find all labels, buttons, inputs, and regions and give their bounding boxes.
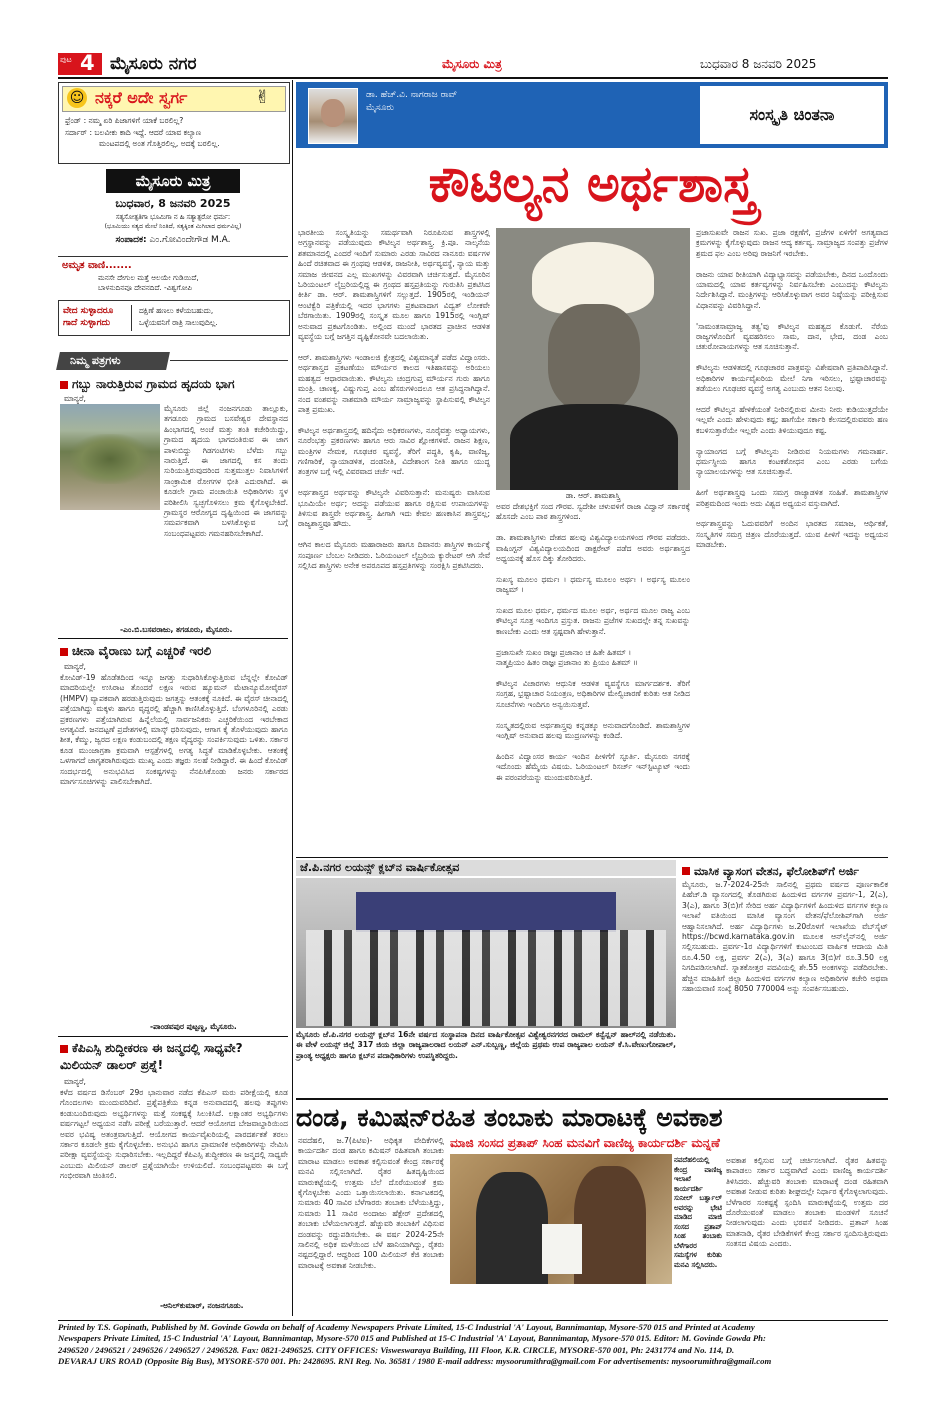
amrutha-line-1: ಮನಸೇ ದೇಗುಲ ಮತ್ತೆ ಆಲಯೇ ಗುಡಿಯಿದೆ, (98, 273, 199, 282)
paper-logo (106, 169, 240, 193)
feature-bottom-rule (296, 857, 888, 858)
veda-box (58, 300, 290, 336)
tobacco-col1: ನವದೆಹಲಿ, ಜ.7(ಪಿಟಿಐ)- ಅಧಿಕೃತ ವೇದಿಕೆಗಳಲ್ಲಿ ಕಾರ್ಯದರ್ಶಿ ದಂಡ ಹಾಗೂ ಕಮಿಷನ್ ರಹಿತವಾಗಿ ತಂಬಾಕು ಮಾರಾಟ ಮಾಡಲು ಅವಕಾಶ ಕಲ್ಪಿಸುವಂತೆ ಕೇಂದ್ರ ಸರ್ಕಾರಕ್ಕೆ ಮನವಿ ಸಲ್ಲಿಸಲಾಗಿದೆ. ರೈತರ ಹಿತದೃಷ್ಟಿಯಿಂದ ಮಾರುಕಟ್ಟೆಯಲ್ಲಿ ಉತ್ತಮ ಬೆಲೆ ದೊರೆಯುವಂತೆ ಕ್ರಮ ಕೈಗೊಳ್ಳಬೇಕು ಎಂದು ಒತ್ತಾಯಿಸಲಾಯಿತು. ಕರ್ನಾಟಕದಲ್ಲಿ ಸುಮಾರು 40 ಸಾವಿರ ಬೆಳೆಗಾರರು ತಂಬಾಕು ಬೆಳೆಯುತ್ತಿದ್ದು, ಸುಮಾರು 11 ಸಾವಿರ ಅಂದಾಜು ಹೆಕ್ಟೇರ್ ಪ್ರದೇಶದಲ್ಲಿ ತಂಬಾಕು ಬೆಳೆಯಲಾಗುತ್ತದೆ. ಹೆಚ್ಚುವರಿ ತಂಬಾಕಿಗೆ ವಿಧಿಸುವ ದಂಡವನ್ನು ರದ್ದುಪಡಿಸಬೇಕು. ಈ ವರ್ಷ 2024-25ನೇ ಸಾಲಿನಲ್ಲಿ ಅಧಿಕ ಮಳೆಯಿಂದ ಬೆಳೆ ಹಾನಿಯಾಗಿದ್ದು, ರೈತರು ನಷ್ಟದಲ್ಲಿದ್ದಾರೆ. ಆದ್ದರಿಂದ 100 ಮಿಲಿಯನ್ ಕೆಜಿ ತಂಬಾಕು ಮಾರಾಟಕ್ಕೆ ಅವಕಾಶ ನೀಡಬೇಕು. (298, 1136, 444, 1270)
humor-title: ನಕ್ಕರೆ ಅದೇ ಸ್ವರ್ಗ (95, 88, 188, 107)
editor-label: ಸಂಪಾದಕ: (115, 235, 147, 245)
bullet-square-icon (60, 381, 68, 389)
cartoon-figure-icon: ✌ (255, 87, 271, 108)
coat-shape (510, 404, 678, 490)
paper-logo-text: ಮೈಸೂರು ಮಿತ್ರ (135, 172, 211, 190)
laughing-face-icon: ☺ (67, 88, 87, 108)
bullet-square-icon (60, 1045, 68, 1053)
author-city: ಮೈಸೂರು (366, 103, 394, 113)
person-row (306, 930, 666, 1026)
letter2-title (60, 643, 288, 660)
face-shape (548, 304, 640, 412)
veda-line-1: ದಕ್ಷಿಣೆ ಹಣಲು ಕಳೆಯಬಹುದು, (139, 306, 214, 315)
photo-caption: ಡಾ. ಆರ್. ಶಾಮಶಾಸ್ತ್ರಿ (565, 491, 621, 500)
footer-line-4: DEVARAJ URS ROAD (Opposite Big Bus), MYSORE-570 001. Ph: 2428695. RNI Reg. No. 36581 / 1980 E-mail address: mysoorumithra@gmail.com For advertisements: mysoorumithra@gmail.com (58, 1355, 772, 1366)
fellowship-title (682, 860, 888, 879)
paper-info-box (58, 166, 288, 250)
letter1-lead: ಮಾನ್ಯರೆ, (64, 394, 86, 403)
feature-col2: ಅವರ ದೇಶಭಕ್ತಿಗೆ ಸಂದ ಗೌರವ. ಸ್ವದೇಶೀ ಚಳುವಳಿಗೆ ರಾಜಾ ವಿದ್ವಾನ್ ಸರ್ಕಾರಕ್ಕೆ ಹೊಸದೇ ಎಂಬ ಪಾಠ ಶಾಸ್ತ್ರಗಳಿಂದ. ಡಾ. ಶಾಮಶಾಸ್ತ್ರಿಗಳು ದೇಶದ ಹಲವು ವಿಶ್ವವಿದ್ಯಾಲಯಗಳಿಂದ ಗೌರವ ಪಡೆದರು. ವಾಷಿಂಗ್ಟನ್ ವಿಶ್ವವಿದ್ಯಾಲಯದಿಂದ ಡಾಕ್ಟರೇಟ್ ಪಡೆದ ಅವರು ಅರ್ಥಶಾಸ್ತ್ರದ ಅಧ್ಯಯನಕ್ಕೆ ಹೊಸ ದಿಕ್ಕು ತೋರಿದರು. ಸುಖಸ್ಯ ಮೂಲಂ ಧರ್ಮಃ । ಧರ್ಮಸ್ಯ ಮೂಲಂ ಅರ್ಥಃ । ಅರ್ಥಸ್ಯ ಮೂಲಂ ರಾಜ್ಯಮ್ । ಸುಖದ ಮೂಲ ಧರ್ಮ, ಧರ್ಮದ ಮೂಲ ಅರ್ಥ, ಅರ್ಥದ ಮೂಲ ರಾಜ್ಯ ಎಂಬ ಕೌಟಿಲ್ಯನ ಸೂತ್ರ ಇಂದಿಗೂ ಪ್ರಸ್ತುತ. ರಾಜನು ಪ್ರಜೆಗಳ ಸುಖದಲ್ಲೇ ತನ್ನ ಸುಖವನ್ನು ಕಾಣಬೇಕು ಎಂದು ಆತ ಸ್ಪಷ್ಟವಾಗಿ ಹೇಳುತ್ತಾನೆ. ಪ್ರಜಾಸುಖೇ ಸುಖಂ ರಾಜ್ಞಃ ಪ್ರಜಾನಾಂ ಚ ಹಿತೇ ಹಿತಮ್ । ನಾತ್ಮಪ್ರಿಯಂ ಹಿತಂ ರಾಜ್ಞಃ ಪ್ರಜಾನಾಂ ತು ಪ್ರಿಯಂ ಹಿತಮ್ ॥ ಕೌಟಿಲ್ಯನ ವಿಚಾರಗಳು ಆಧುನಿಕ ಆಡಳಿತ ವ್ಯವಸ್ಥೆಗೂ ಮಾರ್ಗದರ್ಶಕ. ತೆರಿಗೆ ಸಂಗ್ರಹ, ಭ್ರಷ್ಟಾಚಾರ ನಿಯಂತ್ರಣ, ಅಧಿಕಾರಿಗಳ ಮೇಲ್ವಿಚಾರಣೆ ಕುರಿತು ಆತ ನೀಡಿದ ಸೂಚನೆಗಳು ಇಂದಿಗೂ ಅನ್ವಯಿಸುತ್ತವೆ. ಸಂಸ್ಕೃತದಲ್ಲಿರುವ ಅರ್ಥಶಾಸ್ತ್ರವು ಕನ್ನಡಕ್ಕೂ ಅನುವಾದಗೊಂಡಿದೆ. ಶಾಮಶಾಸ್ತ್ರಿಗಳ ಇಂಗ್ಲಿಷ್ ಅನುವಾದ ಹಲವು ಮುದ್ರಣಗಳನ್ನು ಕಂಡಿದೆ. ಹಿಂದಿನ ವಿದ್ವಾಂಸರ ಕಾರ್ಯ ಇಂದಿನ ಪೀಳಿಗೆಗೆ ಸ್ಫೂರ್ತಿ. ಮೈಸೂರು ನಗರಕ್ಕೆ ಇದೊಂದು ಹೆಮ್ಮೆಯ ವಿಷಯ. ಓರಿಯಂಟಲ್ ರಿಸರ್ಚ್ ಇನ್‌ಸ್ಟಿಟ್ಯೂಟ್ ಇಂದು ಈ ಪರಂಪರೆಯನ್ನು ಮುಂದುವರಿಸುತ್ತಿದೆ. (496, 502, 690, 782)
memo-paper (542, 1224, 582, 1274)
feature-headline: ಕೌಟಿಲ್ಯನ ಅರ್ಥಶಾಸ್ತ್ರ (428, 155, 756, 213)
tobacco-headline: ದಂಡ, ಕಮಿಷನ್‌ರಹಿತ ತಂಬಾಕು ಮಾರಾಟಕ್ಕೆ ಅವಕಾಶ (296, 1103, 723, 1132)
letter2-title-text: ಚೀನಾ ವೈರಾಣು ಬಗ್ಗೆ ಎಚ್ಚರಿಕೆ ಇರಲಿ (72, 644, 212, 658)
amrutha-title: ಅಮೃತ ವಾಣಿ....... (62, 260, 132, 271)
veda-title: ವೇದ ಸುಳ್ಳಾದರೂ ಗಾದೆ ಸುಳ್ಳಾಗದು (63, 306, 114, 328)
footer-line-3: 2496520 / 2496521 / 2496526 / 2496527 / 2496528. Fax: 0821-2496525. CITY OFFICES: Visweswaraya Building, III Floor, K.R. CIRCLE, MYSORE-570 001, Ph: 2431774 and No. 114, D. (58, 1344, 735, 1355)
humor-title-bar (62, 86, 286, 112)
letter3-title (60, 1040, 288, 1074)
tobacco-subheadline: ಮಾಜಿ ಸಂಸದ ಪ್ರತಾಪ್ ಸಿಂಹ ಮನವಿಗೆ ವಾಣಿಜ್ಯ ಕಾರ್ಯದರ್ಶಿ ಮನ್ನಣೆ (450, 1136, 720, 1150)
letter1-sign: -ಎಂ.ಬಿ.ಬಸವರಾಜು, ತಗಡೂರು, ಮೈಸೂರು. (120, 625, 233, 634)
dry-bush-shape (70, 434, 150, 484)
letters-title-tab (56, 352, 170, 370)
editor-name: ಎಂ.ಗೋವಿಂದೇಗೌಡ M.A. (149, 235, 231, 245)
feature-header-bar (296, 82, 888, 148)
fellowship-body: ಮೈಸೂರು, ಜ.7-2024-25ನೇ ಸಾಲಿನಲ್ಲಿ ಪ್ರಥಮ ವರ್ಷದ ಪೂರ್ಣಕಾಲಿಕ ಪಿಹೆಚ್.ಡಿ ವ್ಯಾಸಂಗದಲ್ಲಿ ತೊಡಗಿರುವ ಹಿಂದುಳಿದ ವರ್ಗಗಳ ಪ್ರವರ್ಗ-1, 2(ಎ), 3(ಎ), ಹಾಗೂ 3(ಬಿ)ಗೆ ಸೇರಿದ ಅರ್ಹ ವಿದ್ಯಾರ್ಥಿಗಳಿಗೆ ಹಿಂದುಳಿದ ವರ್ಗಗಳ ಕಲ್ಯಾಣ ಇಲಾಖೆ ವತಿಯಿಂದ ಮಾಸಿಕ ವ್ಯಾಸಂಗ ವೇತನ/ಫೆಲೋಶಿಪ್‌ಗಾಗಿ ಅರ್ಜಿ ಆಹ್ವಾನಿಸಲಾಗಿದೆ. ಅರ್ಹ ವಿದ್ಯಾರ್ಥಿಗಳು ಜ.20ರೊಳಗೆ ಇಲಾಖೆಯ ವೆಬ್‌ಸೈಟ್ https://bcwd.karnataka.gov.in ಮೂಲಕ ಆನ್‌ಲೈನ್‌ನಲ್ಲಿ ಅರ್ಜಿ ಸಲ್ಲಿಸಬಹುದು. ಪ್ರವರ್ಗ-1ರ ವಿದ್ಯಾರ್ಥಿಗಳಿಗೆ ಕುಟುಂಬದ ವಾರ್ಷಿಕ ಆದಾಯ ಮಿತಿ ರೂ.4.50 ಲಕ್ಷ, ಪ್ರವರ್ಗ 2(ಎ), 3(ಎ) ಹಾಗೂ 3(ಬಿ)ಗೆ ರೂ.3.50 ಲಕ್ಷ ನಿಗದಿಪಡಿಸಲಾಗಿದೆ. ಸ್ನಾತಕೋತ್ತರ ಪದವಿಯಲ್ಲಿ ಶೇ.55 ಅಂಕಗಳನ್ನು ಪಡೆದಿರಬೇಕು. ಹೆಚ್ಚಿನ ಮಾಹಿತಿಗೆ ಜಿಲ್ಲಾ ಹಿಂದುಳಿದ ವರ್ಗಗಳ ಕಲ್ಯಾಣ ಅಧಿಕಾರಿಗಳ ಕಚೇರಿ ಅಥವಾ ಸಹಾಯವಾಣಿ ಸಂಖ್ಯೆ 8050 770004 ಅನ್ನು ಸಂಪರ್ಕಿಸಬಹುದು. (682, 880, 888, 994)
letter1-body: ಮೈಸೂರು ಜಿಲ್ಲೆ ನಂಜನಗೂಡು ತಾಲ್ಲೂಕು, ತಗಡೂರು ಗ್ರಾಮದ ಬಸವೇಶ್ವರ ದೇವಸ್ಥಾನದ ಹಿಂಭಾಗದಲ್ಲಿ ಅಂಚೆ ಮತ್ತು ತಂತಿ ಕಚೇರಿಯಿದ್ದು, ಗ್ರಾಮದ ಹೃದಯ ಭಾಗದಂತಿರುವ ಈ ಜಾಗ ಪಾಳುಬಿದ್ದು ಗಿಡಗಂಟಿಗಳು ಬೆಳೆದು ಗಬ್ಬು ನಾರುತ್ತಿದೆ. ಈ ಜಾಗದಲ್ಲಿ ಕಸ ತಂದು ಸುರಿಯುತ್ತಿರುವುದರಿಂದ ಸುತ್ತಮುತ್ತಲ ನಿವಾಸಿಗಳಿಗೆ ಸಾಂಕ್ರಾಮಿಕ ರೋಗಗಳ ಭೀತಿ ಎದುರಾಗಿದೆ. ಈ ಕೂಡಲೇ ಗ್ರಾಮ ಪಂಚಾಯಿತಿ ಅಧಿಕಾರಿಗಳು ಸ್ಥಳ ಪರಿಶೀಲಿಸಿ ಸ್ವಚ್ಛಗೊಳಿಸಲು ಕ್ರಮ ಕೈಗೊಳ್ಳಬೇಕಿದೆ. ಗ್ರಾಮಸ್ಥರ ಆರೋಗ್ಯದ ದೃಷ್ಟಿಯಿಂದ ಈ ಜಾಗವನ್ನು ಸಮರ್ಪಕವಾಗಿ ಬಳಸಿಕೊಳ್ಳುವ ಬಗ್ಗೆ ಸಂಬಂಧಪಟ್ಟವರು ಗಮನಹರಿಸಬೇಕಾಗಿದೆ. (164, 404, 288, 538)
footer-line-2: Newspapers Private Limited, 15-C Industrial 'A' Layout, Bannimantap, Mysore-570 015 and Published at 15-C Industrial 'A' Layout, Bannimantap, Mysore-570 015. Editor: M. Govinde Gowda Ph: (58, 1333, 766, 1344)
issue-date: ಬುಧವಾರ 8 ಜನವರಿ 2025 (700, 57, 817, 71)
bullet-square-icon (682, 867, 690, 875)
stage-banner (356, 892, 616, 932)
author-photo (308, 88, 358, 144)
veda-line-2: ಒಳ್ಳೆಯವನಿಗೆ ರಾತ್ರಿ ಸಾಲುವುದಿಲ್ಲ. (139, 318, 218, 327)
tobacco-col2 (450, 1288, 722, 1316)
masthead-rule (58, 77, 888, 79)
paper-name-small: ಮೈಸೂರು ಮಿತ್ರ (442, 57, 502, 71)
dry-bush-photo (60, 404, 160, 510)
lions-title: ಜೆ.ಪಿ.ನಗರ ಲಯನ್ಸ್ ಕ್ಲಬ್‌ನ ವಾರ್ಷಿಕೋತ್ಸವ (300, 861, 460, 874)
tobacco-col3: ಅವಕಾಶ ಕಲ್ಪಿಸುವ ಬಗ್ಗೆ ಚರ್ಚಿಸಲಾಗಿದೆ. ರೈತರ ಹಿತವನ್ನು ಕಾಪಾಡಲು ಸರ್ಕಾರ ಬದ್ಧವಾಗಿದೆ ಎಂದು ವಾಣಿಜ್ಯ ಕಾರ್ಯದರ್ಶಿ ತಿಳಿಸಿದರು. ಹೆಚ್ಚುವರಿ ತಂಬಾಕು ಮಾರಾಟಕ್ಕೆ ದಂಡ ರಹಿತವಾಗಿ ಅವಕಾಶ ನೀಡುವ ಕುರಿತು ಶೀಘ್ರದಲ್ಲೇ ನಿರ್ಧಾರ ಕೈಗೊಳ್ಳಲಾಗುವುದು. ಬೆಳೆಗಾರರ ಸಂಕಷ್ಟಕ್ಕೆ ಸ್ಪಂದಿಸಿ ಮಾರುಕಟ್ಟೆಯಲ್ಲಿ ಉತ್ತಮ ದರ ದೊರೆಯುವಂತೆ ಮಾಡಲು ತಂಬಾಕು ಮಂಡಳಿಗೆ ಸೂಚನೆ ನೀಡಲಾಗುವುದು ಎಂದು ಭರವಸೆ ನೀಡಿದರು. ಪ್ರತಾಪ್ ಸಿಂಹ ಮಾತನಾಡಿ, ರೈತರ ಬೇಡಿಕೆಗಳಿಗೆ ಕೇಂದ್ರ ಸರ್ಕಾರ ಸ್ಪಂದಿಸುತ್ತಿರುವುದು ಸಂತಸದ ವಿಷಯ ಎಂದರು. (726, 1156, 888, 1249)
letter2-lead: ಮಾನ್ಯರೆ, (64, 662, 86, 671)
feature-col3: ಪ್ರಜಾಸುಖವೇ ರಾಜನ ಸುಖ. ಪ್ರಜಾ ರಕ್ಷಣೆಗೆ, ಪ್ರಜೆಗಳ ಏಳಿಗೆಗೆ ಅಗತ್ಯವಾದ ಕ್ರಮಗಳನ್ನು ಕೈಗೊಳ್ಳುವುದು ರಾಜನ ಆದ್ಯ ಕರ್ತವ್ಯ. ಸಾಮ್ರಾಜ್ಯದ ಸಂಪತ್ತು ಪ್ರಜೆಗಳ ಶ್ರಮದ ಫಲ ಎಂಬ ಅರಿವು ರಾಜನಿಗೆ ಇರಬೇಕು. ರಾಜನು ಯಾವ ರೀತಿಯಾಗಿ ವಿದ್ಯಾಭ್ಯಾಸವನ್ನು ಪಡೆಯಬೇಕು, ದಿನದ ಒಂದೊಂದು ಯಾಮದಲ್ಲಿ ಯಾವ ಕರ್ತವ್ಯಗಳನ್ನು ನಿರ್ವಹಿಸಬೇಕು ಎಂಬುದನ್ನು ಕೌಟಿಲ್ಯನು ನಿರ್ದೇಶಿಸಿದ್ದಾನೆ. ಮಂತ್ರಿಗಳನ್ನು ಆರಿಸಿಕೊಳ್ಳುವಾಗ ಅವರ ನಿಷ್ಠೆಯನ್ನು ಪರೀಕ್ಷಿಸುವ ವಿಧಾನವನ್ನು ವಿವರಿಸಿದ್ದಾನೆ. 'ಸಾಮಂತಸಾಮ್ರಾಜ್ಯ ತತ್ವ'ವು ಕೌಟಿಲ್ಯನ ಮಹತ್ವದ ಕೊಡುಗೆ. ನೆರೆಯ ರಾಜ್ಯಗಳೊಂದಿಗೆ ವ್ಯವಹರಿಸಲು ಸಾಮ, ದಾನ, ಭೇದ, ದಂಡ ಎಂಬ ಚತುರೋಪಾಯಗಳನ್ನು ಆತ ಸೂಚಿಸುತ್ತಾನೆ. ಕೌಟಿಲ್ಯನು ಆಡಳಿತದಲ್ಲಿ ಗೂಢಚಾರರ ಪಾತ್ರವನ್ನು ವಿಶೇಷವಾಗಿ ಪ್ರತಿಪಾದಿಸಿದ್ದಾನೆ. ಅಧಿಕಾರಿಗಳ ಕಾರ್ಯವೈಖರಿಯ ಮೇಲೆ ನಿಗಾ ಇರಿಸಲು, ಭ್ರಷ್ಟಾಚಾರವನ್ನು ತಡೆಯಲು ಗೂಢಚರ ವ್ಯವಸ್ಥೆ ಅಗತ್ಯ ಎಂಬುದು ಆತನ ನಿಲುವು. ಆದರೆ ಕೌಟಿಲ್ಯನ ಹೇಳಿಕೆಯಂತೆ ನೀರಿನಲ್ಲಿರುವ ಮೀನು ನೀರು ಕುಡಿಯುತ್ತದೆಯೇ ಇಲ್ಲವೇ ಎಂದು ಹೇಳುವುದು ಕಷ್ಟ; ಹಾಗೆಯೇ ಸರ್ಕಾರಿ ಕೆಲಸದಲ್ಲಿರುವವರು ಹಣ ಕಬಳಿಸುತ್ತಾರೆಯೇ ಇಲ್ಲವೇ ಎಂದು ತಿಳಿಯುವುದೂ ಕಷ್ಟ. ನ್ಯಾಯಾಂಗದ ಬಗ್ಗೆ ಕೌಟಿಲ್ಯನು ನೀಡಿರುವ ನಿಯಮಗಳು ಗಮನಾರ್ಹ. ಧರ್ಮಸ್ಥೀಯ ಹಾಗೂ ಕಂಟಕಶೋಧನ ಎಂಬ ಎರಡು ಬಗೆಯ ನ್ಯಾಯಾಲಯಗಳನ್ನು ಆತ ಸೂಚಿಸುತ್ತಾನೆ. ಹೀಗೆ ಅರ್ಥಶಾಸ್ತ್ರವು ಒಂದು ಸಮಗ್ರ ರಾಜ್ಯಾಡಳಿತ ಸಂಹಿತೆ. ಶಾಮಶಾಸ್ತ್ರಿಗಳ ಪರಿಶ್ರಮದಿಂದ ಇಂದು ಅದು ವಿಶ್ವದ ಅಧ್ಯಯನ ವಸ್ತುವಾಗಿದೆ. ಅರ್ಥಶಾಸ್ತ್ರವನ್ನು ಓದುವವರಿಗೆ ಅಂದಿನ ಭಾರತದ ಸಮಾಜ, ಆರ್ಥಿಕತೆ, ಸಂಸ್ಕೃತಿಗಳ ಸಮಗ್ರ ಚಿತ್ರಣ ದೊರೆಯುತ್ತದೆ. ಯುವ ಪೀಳಿಗೆ ಇದನ್ನು ಅಧ್ಯಯನ ಮಾಡಬೇಕು. (696, 228, 888, 550)
author-face (321, 99, 345, 127)
amrutha-vani-box (58, 256, 288, 297)
feature-col1: ಭಾರತೀಯ ಸಂಸ್ಕೃತಿಯನ್ನು ಸಮರ್ಥವಾಗಿ ನಿರೂಪಿಸುವ ಶಾಸ್ತ್ರಗಳಲ್ಲಿ ಅಗ್ರಸ್ಥಾನವನ್ನು ಪಡೆಯುವುದು ಕೌಟಿಲ್ಯನ ಅರ್ಥಶಾಸ್ತ್ರ. ಕ್ರಿ.ಪೂ. ನಾಲ್ಕನೆಯ ಶತಮಾನದಲ್ಲಿ ಎಂದರೆ ಇಂದಿಗೆ ಸುಮಾರು ಎರಡು ಸಾವಿರದ ನಾನೂರು ವರ್ಷಗಳ ಹಿಂದೆ ರಚಿತವಾದ ಈ ಗ್ರಂಥವು ಆಡಳಿತ, ರಾಜನೀತಿ, ಅರ್ಥವ್ಯವಸ್ಥೆ, ನ್ಯಾಯ ಮತ್ತು ಸಮಾಜ ಜೀವನದ ಎಲ್ಲ ಮುಖಗಳನ್ನು ವಿವರವಾಗಿ ಚರ್ಚಿಸುತ್ತದೆ. ಮೈಸೂರಿನ ಓರಿಯಂಟಲ್ ಲೈಬ್ರರಿಯಲ್ಲಿದ್ದ ಈ ಗ್ರಂಥದ ಹಸ್ತಪ್ರತಿಯನ್ನು ಗುರುತಿಸಿ ಪ್ರಕಟಿಸಿದ ಕೀರ್ತಿ ಡಾ. ಆರ್. ಶಾಮಶಾಸ್ತ್ರಿಗಳಿಗೆ ಸಲ್ಲುತ್ತದೆ. 1905ರಲ್ಲಿ ಇಂಡಿಯನ್ ಆಂಟಿಕ್ವೆರಿ ಪತ್ರಿಕೆಯಲ್ಲಿ ಇದರ ಭಾಗಗಳು ಪ್ರಕಟವಾದಾಗ ವಿದ್ವತ್ ಲೋಕವೇ ಬೆರಗಾಯಿತು. 1909ರಲ್ಲಿ ಸಂಸ್ಕೃತ ಮೂಲ ಹಾಗೂ 1915ರಲ್ಲಿ ಇಂಗ್ಲಿಷ್ ಅನುವಾದ ಪ್ರಕಟಗೊಂಡಿತು. ಅಲ್ಲಿಂದ ಮುಂದೆ ಭಾರತದ ಪ್ರಾಚೀನ ಆಡಳಿತ ವ್ಯವಸ್ಥೆಯ ಬಗ್ಗೆ ಜಗತ್ತಿನ ದೃಷ್ಟಿಕೋನವೇ ಬದಲಾಯಿತು. ಆರ್. ಶಾಮಶಾಸ್ತ್ರಿಗಳು ಇಂಡಾಲಜಿ ಕ್ಷೇತ್ರದಲ್ಲಿ ವಿಶ್ವಮಾನ್ಯತೆ ಪಡೆದ ವಿದ್ವಾಂಸರು. ಅರ್ಥಶಾಸ್ತ್ರದ ಪ್ರಕಟಣೆಯು ಮೌರ್ಯರ ಕಾಲದ ಇತಿಹಾಸವನ್ನು ಅರಿಯಲು ಮಹತ್ವದ ಆಧಾರವಾಯಿತು. ಕೌಟಿಲ್ಯನು ಚಂದ್ರಗುಪ್ತ ಮೌರ್ಯನ ಗುರು ಹಾಗೂ ಮಂತ್ರಿ. ಚಾಣಕ್ಯ, ವಿಷ್ಣುಗುಪ್ತ ಎಂಬ ಹೆಸರುಗಳಿಂದಲೂ ಆತ ಪ್ರಸಿದ್ಧನಾಗಿದ್ದಾನೆ. ನಂದ ವಂಶವನ್ನು ನಾಶಮಾಡಿ ಮೌರ್ಯ ಸಾಮ್ರಾಜ್ಯವನ್ನು ಸ್ಥಾಪಿಸುವಲ್ಲಿ ಕೌಟಿಲ್ಯನ ಪಾತ್ರ ಪ್ರಮುಖ. ಕೌಟಿಲ್ಯನ ಅರ್ಥಶಾಸ್ತ್ರದಲ್ಲಿ ಹದಿನೈದು ಅಧಿಕರಣಗಳು, ನೂರೈವತ್ತು ಅಧ್ಯಾಯಗಳು, ನೂರೆಂಭತ್ತು ಪ್ರಕರಣಗಳು ಹಾಗೂ ಆರು ಸಾವಿರ ಶ್ಲೋಕಗಳಿವೆ. ರಾಜನ ಶಿಕ್ಷಣ, ಮಂತ್ರಿಗಳ ನೇಮಕ, ಗೂಢಚರ ವ್ಯವಸ್ಥೆ, ತೆರಿಗೆ ಪದ್ಧತಿ, ಕೃಷಿ, ವಾಣಿಜ್ಯ, ಗಣಿಗಾರಿಕೆ, ನ್ಯಾಯಾಡಳಿತ, ದಂಡನೀತಿ, ವಿದೇಶಾಂಗ ನೀತಿ ಹಾಗೂ ಯುದ್ಧ ತಂತ್ರಗಳ ಬಗ್ಗೆ ಇಲ್ಲಿ ವಿವರವಾದ ಚರ್ಚೆ ಇದೆ. ಅರ್ಥಶಾಸ್ತ್ರದ ಅರ್ಥವನ್ನು ಕೌಟಿಲ್ಯನೇ ವಿವರಿಸುತ್ತಾನೆ: ಮನುಷ್ಯರು ವಾಸಿಸುವ ಭೂಮಿಯೇ ಅರ್ಥ; ಅದನ್ನು ಪಡೆಯುವ ಹಾಗೂ ರಕ್ಷಿಸುವ ಉಪಾಯಗಳನ್ನು ತಿಳಿಸುವ ಶಾಸ್ತ್ರವೇ ಅರ್ಥಶಾಸ್ತ್ರ. ಹೀಗಾಗಿ ಇದು ಕೇವಲ ಹಣಕಾಸಿನ ಶಾಸ್ತ್ರವಲ್ಲ; ರಾಜ್ಯಶಾಸ್ತ್ರವೂ ಹೌದು. ಆಗಿನ ಕಾಲದ ಮೈಸೂರು ಮಹಾರಾಜರು ಹಾಗೂ ದಿವಾನರು ಶಾಸ್ತ್ರಿಗಳ ಕಾರ್ಯಕ್ಕೆ ಸಂಪೂರ್ಣ ಬೆಂಬಲ ನೀಡಿದರು. ಓರಿಯಂಟಲ್ ಲೈಬ್ರರಿಯ ಕ್ಯುರೇಟರ್ ಆಗಿ ಸೇವೆ ಸಲ್ಲಿಸಿದ ಶಾಸ್ತ್ರಿಗಳು ಅನೇಕ ಅಪರೂಪದ ಹಸ್ತಪ್ರತಿಗಳನ್ನು ಸಂರಕ್ಷಿಸಿ ಪ್ರಕಟಿಸಿದರು. (298, 228, 490, 570)
editor-line (58, 235, 288, 245)
page-label: ಪುಟ (60, 55, 72, 64)
footer-imprint (58, 1322, 888, 1367)
letter1-rule (58, 638, 288, 639)
letter3-body: ಕಳೆದ ವರ್ಷದ ಡಿಸೆಂಬರ್ 29ರ ಭಾನುವಾರ ನಡೆದ ಕೆಪಿಎಸ್ ಮರು ಪರೀಕ್ಷೆಯಲ್ಲಿ ಕೂಡ ಗೊಂದಲಗಳು ಮುಂದುವರಿದಿವೆ. ಪ್ರಶ್ನೆಪತ್ರಿಕೆಯ ಕನ್ನಡ ಅನುವಾದದಲ್ಲಿ ಹಲವು ತಪ್ಪುಗಳು ಕಂಡುಬಂದಿರುವುದು ಅಭ್ಯರ್ಥಿಗಳನ್ನು ಮತ್ತೆ ಸಂಕಷ್ಟಕ್ಕೆ ಸಿಲುಕಿಸಿದೆ. ಲಕ್ಷಾಂತರ ಅಭ್ಯರ್ಥಿಗಳು ವರ್ಷಗಟ್ಟಲೆ ಅಧ್ಯಯನ ನಡೆಸಿ ಪರೀಕ್ಷೆ ಬರೆಯುತ್ತಾರೆ. ಆದರೆ ಆಯೋಗದ ಬೇಜವಾಬ್ದಾರಿಯಿಂದ ಅವರ ಭವಿಷ್ಯ ಅತಂತ್ರವಾಗುತ್ತಿದೆ. ಆಯೋಗದ ಕಾರ್ಯವೈಖರಿಯಲ್ಲಿ ಪಾರದರ್ಶಕತೆ ತರಲು ಸರ್ಕಾರ ಕೂಡಲೇ ಕ್ರಮ ಕೈಗೊಳ್ಳಬೇಕು. ಅನುಭವಿ ಹಾಗೂ ಪ್ರಾಮಾಣಿಕ ಅಧಿಕಾರಿಗಳನ್ನು ನೇಮಿಸಿ ಪರೀಕ್ಷಾ ವ್ಯವಸ್ಥೆಯನ್ನು ಸುಧಾರಿಸಬೇಕು. ಇಲ್ಲದಿದ್ದರೆ ಕೆಪಿಎಸ್ಸಿ ಶುದ್ಧೀಕರಣ ಈ ಜನ್ಮದಲ್ಲಿ ಸಾಧ್ಯವೇ ಎಂಬುದು ಮಿಲಿಯನ್ ಡಾಲರ್ ಪ್ರಶ್ನೆಯಾಗಿಯೇ ಉಳಿಯಲಿದೆ. ಸಂಬಂಧಪಟ್ಟವರು ಈ ಬಗ್ಗೆ ಗಂಭೀರವಾಗಿ ಚಿಂತಿಸಲಿ. (60, 1088, 288, 1181)
letter2-body: ಕೋವಿಡ್-19 ಹೊಡೆತದಿಂದ ಇನ್ನೂ ಜಗತ್ತು ಸುಧಾರಿಸಿಕೊಳ್ಳುತ್ತಿರುವ ಬೆನ್ನಲ್ಲೇ ಕೋವಿಡ್ ಮಾದರಿಯಲ್ಲೇ ಉಸಿರಾಟ ತೊಂದರೆ ಲಕ್ಷಣ ಇರುವ ಹ್ಯೂಮನ್ ಮೆಟಾನ್ಯೂಮೋವೈರಸ್ (HMPV) ವ್ಯಾಪಕವಾಗಿ ಹರಡುತ್ತಿರುವುದು ಜಗತ್ತನ್ನು ಆತಂಕಕ್ಕೆ ನೂಕಿದೆ. ಈ ವೈರಸ್ ಚೀನಾದಲ್ಲಿ ಪತ್ತೆಯಾಗಿದ್ದು ಮಕ್ಕಳು ಹಾಗೂ ವೃದ್ಧರಲ್ಲಿ ಹೆಚ್ಚಾಗಿ ಕಾಣಿಸಿಕೊಳ್ಳುತ್ತಿದೆ. ಬೆಂಗಳೂರಿನಲ್ಲಿ ಎರಡು ಪ್ರಕರಣಗಳು ಪತ್ತೆಯಾಗಿರುವ ಹಿನ್ನೆಲೆಯಲ್ಲಿ ಸಾರ್ವಜನಿಕರು ಎಚ್ಚರಿಕೆಯಿಂದ ಇರಬೇಕಾದ ಅಗತ್ಯವಿದೆ. ಜನದಟ್ಟಣೆ ಪ್ರದೇಶಗಳಲ್ಲಿ ಮಾಸ್ಕ್ ಧರಿಸುವುದು, ಆಗಾಗ ಕೈ ತೊಳೆಯುವುದು ಹಾಗೂ ಶೀತ, ಕೆಮ್ಮು, ಜ್ವರದ ಲಕ್ಷಣ ಕಂಡುಬಂದಲ್ಲಿ ತಕ್ಷಣ ವೈದ್ಯರನ್ನು ಸಂಪರ್ಕಿಸುವುದು ಒಳಿತು. ಸರ್ಕಾರ ಕೂಡ ಮುಂಜಾಗ್ರತಾ ಕ್ರಮವಾಗಿ ಆಸ್ಪತ್ರೆಗಳಲ್ಲಿ ಅಗತ್ಯ ಸಿದ್ಧತೆ ಮಾಡಿಕೊಳ್ಳಬೇಕು. ಆತಂಕಕ್ಕೆ ಒಳಗಾಗದೆ ಜಾಗೃತರಾಗಿರುವುದು ಮುಖ್ಯ ಎಂದು ತಜ್ಞರು ಸಲಹೆ ನೀಡಿದ್ದಾರೆ. ಈ ಹಿಂದೆ ಕೋವಿಡ್ ಸಂದರ್ಭದಲ್ಲಿ ಅನುಭವಿಸಿದ ಸಂಕಷ್ಟಗಳನ್ನು ನೆನಪಿಸಿಕೊಂಡು ಜನರು ಸರ್ಕಾರದ ಮಾರ್ಗಸೂಚಿಗಳನ್ನು ಪಾಲಿಸಬೇಕಾಗಿದೆ. (60, 673, 288, 787)
letters-header (58, 352, 288, 370)
letter3-sign: -ಅನಿಲ್‌ಕುಮಾರ್, ನಂಜನಗೂಡು. (160, 1301, 244, 1310)
letter3-lead: ಮಾನ್ಯರೆ, (64, 1077, 86, 1086)
humor-line-2: ಸರ್ದಾರ್ : ಬಲವೀಕು ಕಾದಿ ಇದ್ದೆ. ಆದರೆ ಯಾವ ಕಲ್ಯಾಣ (65, 128, 202, 137)
column-name: ಸಂಸ್ಕೃತಿ ಚಿಂತನಾ (749, 105, 835, 124)
author-name: ಡಾ. ಹೆಚ್.ವಿ. ನಾಗರಾಜ ರಾವ್ (366, 90, 458, 100)
fellowship-title-text: ಮಾಸಿಕ ವ್ಯಾಸಂಗ ವೇತನ, ಫೆಲೋಶಿಪ್‌ಗೆ ಅರ್ಜಿ (694, 865, 859, 878)
section-title: ಮೈಸೂರು ನಗರ (110, 54, 197, 74)
letters-title: ನಿಮ್ಮ ಪತ್ರಗಳು (70, 354, 121, 367)
masthead (0, 48, 945, 78)
page-label-box (58, 53, 102, 75)
lions-title-bar (296, 860, 676, 876)
pratap-photo-caption: ನವದೆಹಲಿಯಲ್ಲಿ ಕೇಂದ್ರ ವಾಣಿಜ್ಯ ಇಲಾಖೆ ಕಾರ್ಯದರ್ಶಿ ಸುನೀಲ್ ಬರ್ತ್ವಾಲ್ ಅವರನ್ನು ಭೇಟಿ ಮಾಡಿದ ಮಾಜಿ ಸಂಸದ ಪ್ರತಾಪ್ ಸಿಂಹ ತಂಬಾಕು ಬೆಳೆಗಾರರ ಸಮಸ್ಯೆಗಳ ಕುರಿತು ಮನವಿ ಸಲ್ಲಿಸಿದರು. (674, 1156, 722, 1269)
page-number: 4 (80, 51, 95, 75)
box-date: ಬುಧವಾರ, 8 ಜನವರಿ 2025 (115, 197, 231, 210)
footer-line-1: Printed by T.S. Gopinath, Published by M. Govinde Gowda on behalf of Academy Newspapers Private Limited, 15-C Industrial 'A' Layout, Bannimantap, Mysore-570 015 and Printed at Academy (58, 1322, 755, 1332)
veda-divider (131, 305, 132, 331)
letter2-rule (58, 1036, 288, 1037)
letter2-sign: -ಪಾಂಡವಪುರ ಪುಟ್ಟಣ್ಣ, ಮೈಸೂರು. (150, 1022, 237, 1031)
person-left (476, 1172, 548, 1284)
letter1-title-text: ಗಬ್ಬು ನಾರುತ್ತಿರುವ ಗ್ರಾಮದ ಹೃದಯ ಭಾಗ (72, 377, 235, 391)
lions-group-photo (296, 878, 676, 1028)
box-motto-meaning: (ಭೂಮಿಯು ಸತ್ಯದ ಮೇಲೆ ನಿಂತಿದೆ, ಸತ್ಯಕ್ಕಿಂತ ಮಿಗಿಲಾದ ಧರ್ಮವಿಲ್ಲ) (104, 223, 242, 230)
pratap-simha-photo (450, 1154, 672, 1284)
left-column-divider (292, 80, 293, 1316)
humor-box (58, 82, 290, 164)
person-right (574, 1166, 646, 1284)
letter1-title (60, 376, 288, 393)
lions-caption: ಮೈಸೂರು ಜೆ.ಪಿ.ನಗರ ಲಯನ್ಸ್ ಕ್ಲಬ್‌ನ 16ನೇ ವರ್ಷದ ಸಂಸ್ಥಾಪನಾ ದಿನದ ವಾರ್ಷಿಕೋತ್ಸವ ವಿಶ್ವೇಶ್ವರನಗರದ ರಾಮಲ್ ಕನ್ವೆನ್ಷನ್ ಹಾಲ್‌ನಲ್ಲಿ ನಡೆಯಿತು. ಈ ವೇಳೆ ಲಯನ್ಸ್ ಜಿಲ್ಲೆ 317 ಜಿಯ ಜಿಲ್ಲಾ ರಾಜ್ಯಪಾಲರಾದ ಲಯನ್ ಎನ್.ಸುಬ್ಬಣ್ಣ, ಜಿಲ್ಲೆಯ ಪ್ರಥಮ ಉಪ ರಾಜ್ಯಪಾಲ ಲಯನ್ ಕೆ.ಸಿ.ವೇಣುಗೋಪಾಲ್, ಪ್ರಾಂತ್ಯ ಅಧ್ಯಕ್ಷರು ಹಾಗೂ ಕ್ಲಬ್‌ನ ಪದಾಧಿಕಾರಿಗಳು ಉಪಸ್ಥಿತರಿದ್ದರು. (296, 1030, 676, 1060)
column-name-box (700, 86, 884, 144)
box-motto: ಸತ್ಯಸೋತ್ಪತಿಗಾ ಭೂಮಿಗಾ ನ ಹಿ ಸತ್ಯಾತ್ಪರೋ ಧರ್ಮ: (115, 213, 231, 221)
letter3-title-text: ಕೆಪಿಎಸ್ಸಿ ಶುದ್ಧೀಕರಣ ಈ ಜನ್ಮದಲ್ಲಿ ಸಾಧ್ಯವೇ? ಮಿಲಿಯನ್ ಡಾಲರ್ ಪ್ರಶ್ನೆ! (60, 1041, 243, 1072)
shamashastry-photo (496, 228, 690, 490)
amrutha-line-2: ಬಾಳನುದಿನವೂ ದೇವನದಿದೆ. -ವಿಶ್ವಗೋಪಿ (98, 283, 192, 292)
mid-bottom-rule (296, 1098, 888, 1100)
bullet-square-icon (60, 648, 68, 656)
footer-rule (58, 1320, 888, 1321)
letters-header-rule (170, 360, 288, 361)
humor-line-3: ಮಂಟಪದಲ್ಲಿ ಅಂತ ಗೊತ್ತಿರಲಿಲ್ಲ, ಅದಕ್ಕೆ ಬರಲಿಲ್ಲ. (99, 139, 220, 148)
letter1-body-cont (60, 514, 288, 622)
humor-line-1: ಫ್ರೆಂಡ್ : ನಮ್ಮ ಏರಿ ಪಿಜಾಗಳಿಗೆ ಯಾಕೆ ಬರಲಿಲ್ಲ? (65, 116, 184, 125)
